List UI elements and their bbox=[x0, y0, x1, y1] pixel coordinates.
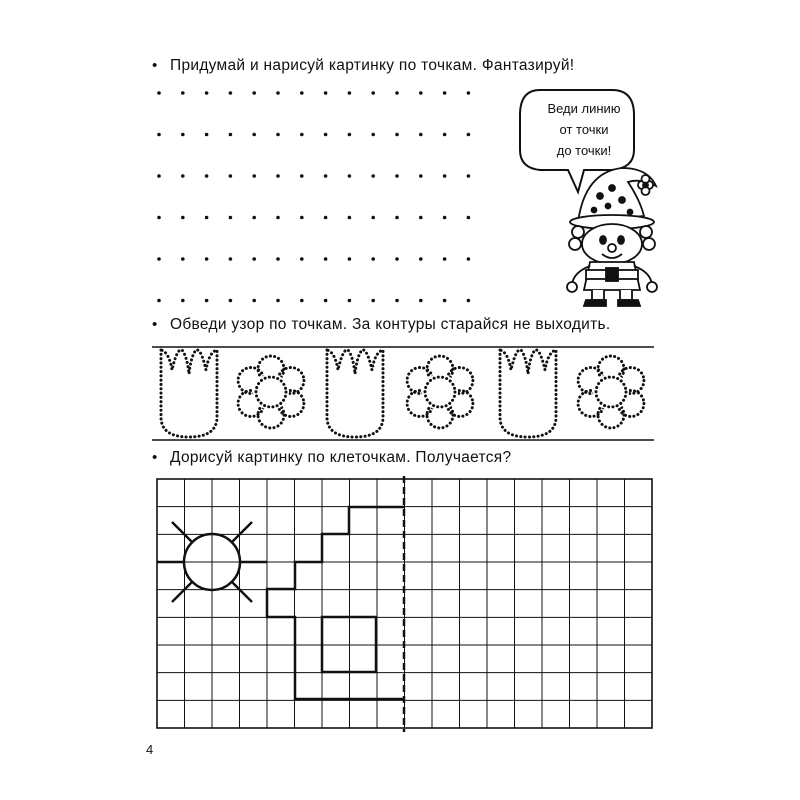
task-3-text: Дорисуй картинку по клеточкам. Получается? bbox=[170, 449, 512, 466]
drawing-dot[interactable] bbox=[324, 174, 328, 178]
drawing-dot[interactable] bbox=[157, 133, 161, 137]
drawing-dot[interactable] bbox=[419, 133, 423, 137]
drawing-dot[interactable] bbox=[443, 91, 447, 95]
drawing-dot[interactable] bbox=[467, 257, 471, 261]
drawing-dot[interactable] bbox=[395, 257, 399, 261]
drawing-dot[interactable] bbox=[252, 216, 256, 220]
drawing-dot[interactable] bbox=[419, 216, 423, 220]
drawing-dot[interactable] bbox=[181, 257, 185, 261]
flower-icon[interactable] bbox=[407, 356, 473, 428]
drawing-dot[interactable] bbox=[395, 133, 399, 137]
drawing-dot[interactable] bbox=[157, 216, 161, 220]
drawing-dot[interactable] bbox=[467, 91, 471, 95]
drawing-dot[interactable] bbox=[252, 299, 256, 303]
drawing-dot[interactable] bbox=[205, 216, 209, 220]
drawing-dot[interactable] bbox=[324, 216, 328, 220]
drawing-dot[interactable] bbox=[252, 91, 256, 95]
drawing-dot[interactable] bbox=[229, 257, 233, 261]
drawing-dot[interactable] bbox=[181, 133, 185, 137]
drawing-dot[interactable] bbox=[324, 91, 328, 95]
task-2-text: Обведи узор по точкам. За контуры старайся не выходить. bbox=[170, 316, 611, 333]
drawing-dot[interactable] bbox=[276, 133, 280, 137]
flower-icon[interactable] bbox=[578, 356, 644, 428]
drawing-dot[interactable] bbox=[157, 174, 161, 178]
bubble-line: Веди линию bbox=[547, 101, 621, 116]
bullet: • bbox=[152, 57, 158, 74]
drawing-dot[interactable] bbox=[205, 174, 209, 178]
bullet: • bbox=[152, 316, 158, 333]
drawing-dot[interactable] bbox=[300, 299, 304, 303]
speech-bubble-text bbox=[536, 98, 632, 161]
drawing-dot[interactable] bbox=[467, 299, 471, 303]
drawing-dot[interactable] bbox=[371, 257, 375, 261]
drawing-dot[interactable] bbox=[300, 257, 304, 261]
drawing-dot[interactable] bbox=[324, 133, 328, 137]
task-1-text: Придумай и нарисуй картинку по точкам. Фантазируй! bbox=[170, 57, 575, 74]
tulip-icon[interactable] bbox=[161, 350, 217, 437]
drawing-dot[interactable] bbox=[348, 91, 352, 95]
house-icon bbox=[267, 507, 404, 699]
drawing-dot[interactable] bbox=[157, 257, 161, 261]
drawing-dot[interactable] bbox=[419, 174, 423, 178]
pattern-row[interactable] bbox=[161, 350, 644, 437]
drawing-dot[interactable] bbox=[395, 91, 399, 95]
drawing-dot[interactable] bbox=[205, 133, 209, 137]
tulip-icon[interactable] bbox=[327, 350, 383, 437]
drawing-dot[interactable] bbox=[157, 299, 161, 303]
drawing-dot[interactable] bbox=[348, 174, 352, 178]
drawing-dot[interactable] bbox=[300, 216, 304, 220]
drawing-dot[interactable] bbox=[371, 174, 375, 178]
drawing-dot[interactable] bbox=[467, 216, 471, 220]
drawing-dot[interactable] bbox=[229, 299, 233, 303]
drawing-dot[interactable] bbox=[371, 91, 375, 95]
flower-icon[interactable] bbox=[238, 356, 304, 428]
drawing-dot[interactable] bbox=[229, 174, 233, 178]
drawing-dot[interactable] bbox=[348, 216, 352, 220]
drawing-dot[interactable] bbox=[443, 133, 447, 137]
drawing-dot[interactable] bbox=[443, 299, 447, 303]
drawing-dot[interactable] bbox=[252, 133, 256, 137]
drawing-dot[interactable] bbox=[205, 299, 209, 303]
drawing-dot[interactable] bbox=[157, 91, 161, 95]
drawing-dot[interactable] bbox=[300, 174, 304, 178]
drawing-dot[interactable] bbox=[395, 216, 399, 220]
drawing-dot[interactable] bbox=[395, 174, 399, 178]
gnome-illustration bbox=[567, 168, 657, 306]
drawing-dot[interactable] bbox=[348, 299, 352, 303]
drawing-dot[interactable] bbox=[181, 299, 185, 303]
drawing-dot[interactable] bbox=[467, 133, 471, 137]
drawing-dot[interactable] bbox=[371, 216, 375, 220]
drawing-dot[interactable] bbox=[205, 91, 209, 95]
drawing-dot[interactable] bbox=[276, 174, 280, 178]
drawing-dot[interactable] bbox=[443, 257, 447, 261]
drawing-dot[interactable] bbox=[443, 174, 447, 178]
page-number: 4 bbox=[146, 742, 154, 757]
drawing-dot[interactable] bbox=[371, 133, 375, 137]
drawing-dot[interactable] bbox=[181, 174, 185, 178]
dot-grid[interactable] bbox=[157, 91, 470, 302]
drawing-dot[interactable] bbox=[300, 133, 304, 137]
drawing-dot[interactable] bbox=[443, 216, 447, 220]
drawing-dot[interactable] bbox=[419, 91, 423, 95]
tulip-icon[interactable] bbox=[500, 350, 556, 437]
drawing-dot[interactable] bbox=[229, 133, 233, 137]
drawing-dot[interactable] bbox=[348, 133, 352, 137]
bubble-line: от точки bbox=[559, 122, 609, 137]
drawing-dot[interactable] bbox=[419, 257, 423, 261]
bubble-line: до точки! bbox=[556, 143, 612, 158]
drawing-dot[interactable] bbox=[419, 299, 423, 303]
drawing-dot[interactable] bbox=[252, 257, 256, 261]
drawing-dot[interactable] bbox=[229, 216, 233, 220]
drawing-dot[interactable] bbox=[467, 174, 471, 178]
drawing-dot[interactable] bbox=[276, 216, 280, 220]
drawing-dot[interactable] bbox=[229, 91, 233, 95]
bullet: • bbox=[152, 449, 158, 466]
drawing-dot[interactable] bbox=[205, 257, 209, 261]
drawing-dot[interactable] bbox=[348, 257, 352, 261]
drawing-dot[interactable] bbox=[181, 216, 185, 220]
drawing-dot[interactable] bbox=[252, 174, 256, 178]
drawing-dot[interactable] bbox=[395, 299, 399, 303]
drawing-dot[interactable] bbox=[181, 91, 185, 95]
drawing-dot[interactable] bbox=[300, 91, 304, 95]
drawing-dot[interactable] bbox=[276, 257, 280, 261]
drawing-dot[interactable] bbox=[276, 299, 280, 303]
drawing-dot[interactable] bbox=[324, 299, 328, 303]
drawing-dot[interactable] bbox=[324, 257, 328, 261]
drawing-dot[interactable] bbox=[276, 91, 280, 95]
drawing-dot[interactable] bbox=[371, 299, 375, 303]
